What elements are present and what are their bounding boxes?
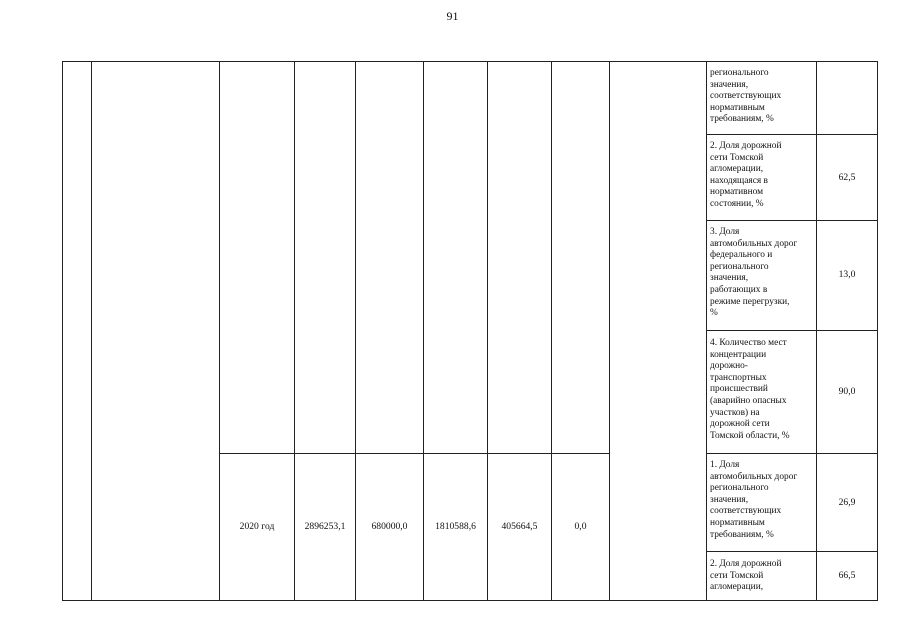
col-line [706, 61, 707, 601]
col-line [877, 61, 878, 601]
page-number: 91 [446, 9, 459, 23]
indicator-value: 13,0 [838, 269, 856, 280]
indicator-text: 2. Доля дорожной сети Томской агломерации, [710, 559, 782, 593]
col-line [62, 61, 63, 601]
federal-funding: 680000,0 [371, 521, 408, 532]
table-top-border [62, 61, 878, 62]
indicator-value: 66,5 [838, 570, 856, 581]
indicator-text: 4. Количество мест концентрации дорожно- транспортных происшествий (аварийно опасных участков) на дорожной сети Томской области, % [710, 338, 790, 441]
col-line [219, 61, 220, 601]
col-line [355, 61, 356, 601]
year-separator-line-indicators [706, 453, 878, 454]
local-funding: 405664,5 [501, 521, 538, 532]
col-line [423, 61, 424, 601]
table-bottom-border [62, 600, 878, 601]
row-line [706, 220, 878, 221]
row-line [706, 134, 878, 135]
col-line [91, 61, 92, 601]
indicator-value: 26,9 [838, 497, 856, 508]
total-funding: 2896253,1 [304, 521, 346, 532]
col-line [487, 61, 488, 601]
row-line [706, 330, 878, 331]
year-label: 2020 год [239, 521, 275, 532]
year-separator-line [219, 453, 610, 454]
other-funding: 0,0 [574, 521, 587, 532]
indicator-text: 3. Доля автомобильных дорог федерального и регионального значения, работающих в режиме перегрузки, % [710, 227, 798, 319]
col-line [816, 61, 817, 601]
indicator-text: регионального значения, соответствующих нормативным требованиям, % [710, 68, 782, 125]
row-line [706, 551, 878, 552]
indicator-value: 62,5 [838, 172, 856, 183]
regional-funding: 1810588,6 [435, 521, 476, 532]
indicator-text: 2. Доля дорожной сети Томской агломерации, находящаяся в нормативном состоянии, % [710, 141, 782, 209]
col-line [551, 61, 552, 601]
indicator-value: 90,0 [838, 386, 856, 397]
col-line [609, 61, 610, 601]
col-line [294, 61, 295, 601]
indicator-text: 1. Доля автомобильных дорог регионального значения, соответствующих нормативным требованиям, % [710, 460, 798, 540]
